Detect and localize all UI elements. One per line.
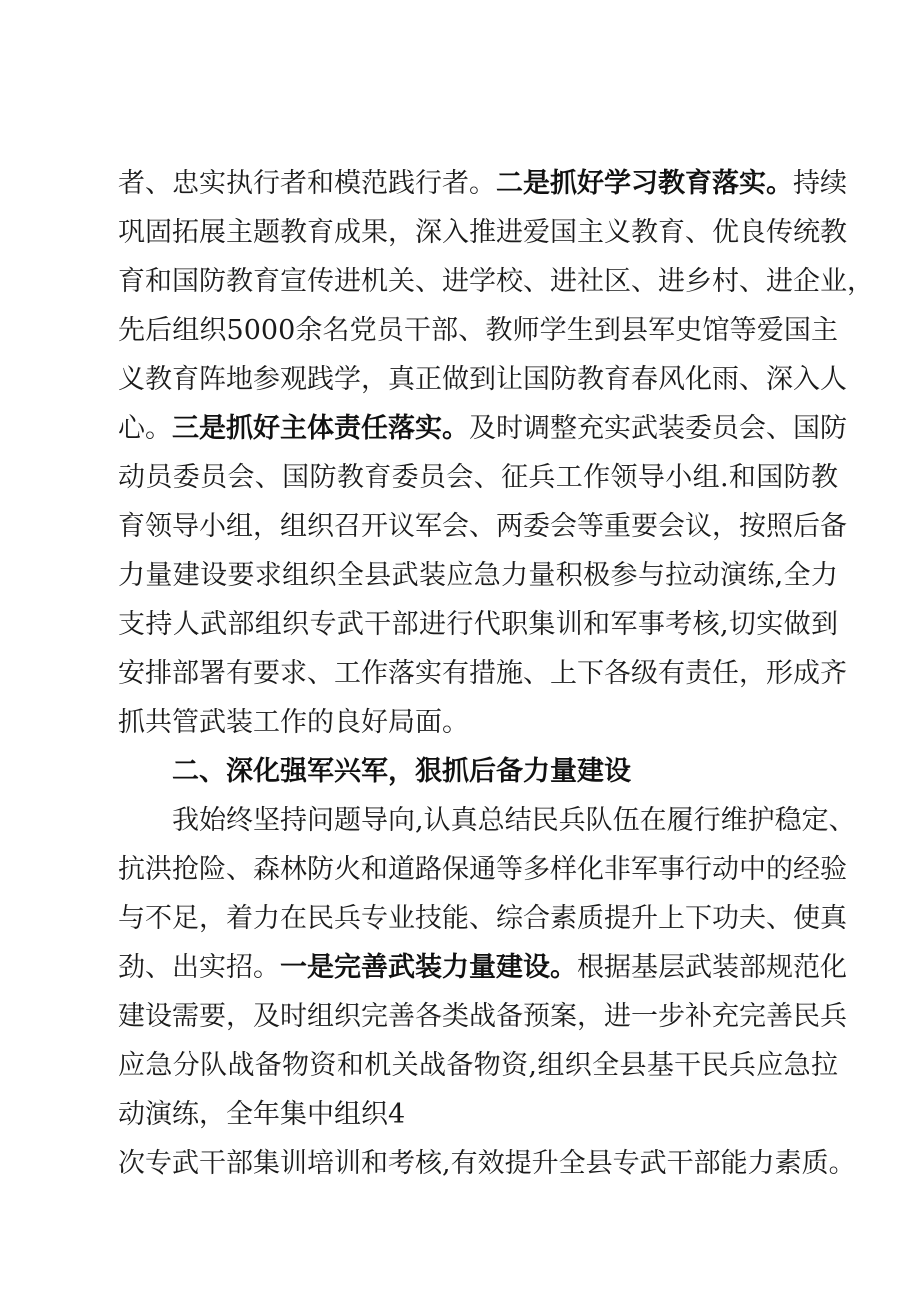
text-line-8 xyxy=(118,503,847,550)
text-segment: 心。 xyxy=(118,413,172,444)
text-segment: 动演练，全年集中组织4 xyxy=(118,1099,406,1130)
text-segment: 我始终坚持问题导向,认真总结民兵队伍在履行维护稳定、 xyxy=(172,805,856,836)
text-segment: 与不足，着力在民兵专业技能、综合素质提升上下功夫、使真 xyxy=(118,903,847,934)
text-segment: 次专武干部集训培训和考核,有效提升全县专武干部能力素质。 xyxy=(118,1148,856,1179)
section-heading-text: 二、深化强军兴军，狠抓后备力量建设 xyxy=(172,756,631,787)
text-line-7 xyxy=(118,454,838,501)
text-line-10 xyxy=(118,601,838,648)
text-line-16 xyxy=(118,895,847,942)
text-segment: 抓共管武装工作的良好局面。 xyxy=(118,707,469,738)
text-segment: 及时调整充实武装委员会、国防 xyxy=(469,413,847,444)
text-segment: 义教育阵地参观践学，真正做到让国防教育春风化雨、深入人 xyxy=(118,364,847,395)
bold-subheading: 一是完善武装力量建设。 xyxy=(280,952,577,983)
text-line-12 xyxy=(118,699,838,746)
text-segment: 安排部署有要求、工作落实有措施、上下各级有责任，形成齐 xyxy=(118,658,847,689)
text-line-18 xyxy=(118,993,847,1040)
text-line-4 xyxy=(118,307,838,354)
text-line-1 xyxy=(118,160,847,207)
text-segment: 抗洪抢险、森林防火和道路保通等多样化非军事行动中的经验 xyxy=(118,854,847,885)
text-line-15 xyxy=(118,846,847,893)
text-segment: 应急分队战备物资和机关战备物资,组织全县基干民兵应急拉 xyxy=(118,1050,838,1081)
text-line-2 xyxy=(118,209,847,256)
text-segment: 劲、出实招。 xyxy=(118,952,280,983)
section-heading xyxy=(172,748,838,795)
bold-subheading: 二是抓好学习教育落实。 xyxy=(496,168,793,199)
text-segment: 动员委员会、国防教育委员会、征兵工作领导小组.和国防教 xyxy=(118,462,838,493)
text-line-6 xyxy=(118,405,847,452)
text-line-3 xyxy=(118,258,874,305)
text-segment: 根据基层武装部规范化 xyxy=(577,952,847,983)
text-line-17 xyxy=(118,944,847,991)
text-segment: 育领导小组，组织召开议军会、两委会等重要会议，按照后备 xyxy=(118,511,847,542)
text-segment: 者、忠实执行者和模范践行者。 xyxy=(118,168,496,199)
text-line-19 xyxy=(118,1042,838,1089)
text-segment: 支持人武部组织专武干部进行代职集训和军事考核,切实做到 xyxy=(118,609,838,640)
text-line-11 xyxy=(118,650,847,697)
bold-subheading: 三是抓好主体责任落实。 xyxy=(172,413,469,444)
text-line-5 xyxy=(118,356,847,403)
text-line-20 xyxy=(118,1091,838,1138)
text-line-14 xyxy=(172,797,856,844)
text-segment: 先后组织5000余名党员干部、教师学生到县军史馆等爱国主 xyxy=(118,315,838,346)
text-segment: 巩固拓展主题教育成果，深入推进爱国主义教育、优良传统教 xyxy=(118,217,847,248)
text-segment: 育和国防教育宣传进机关、进学校、进社区、进乡村、进企业， xyxy=(118,266,874,297)
text-segment: 持续 xyxy=(793,168,847,199)
text-line-21 xyxy=(118,1140,856,1187)
text-segment: 建设需要，及时组织完善各类战备预案，进一步补充完善民兵 xyxy=(118,1001,847,1032)
text-segment: 力量建设要求组织全县武装应急力量积极参与拉动演练,全力 xyxy=(118,560,838,591)
text-line-9 xyxy=(118,552,838,599)
